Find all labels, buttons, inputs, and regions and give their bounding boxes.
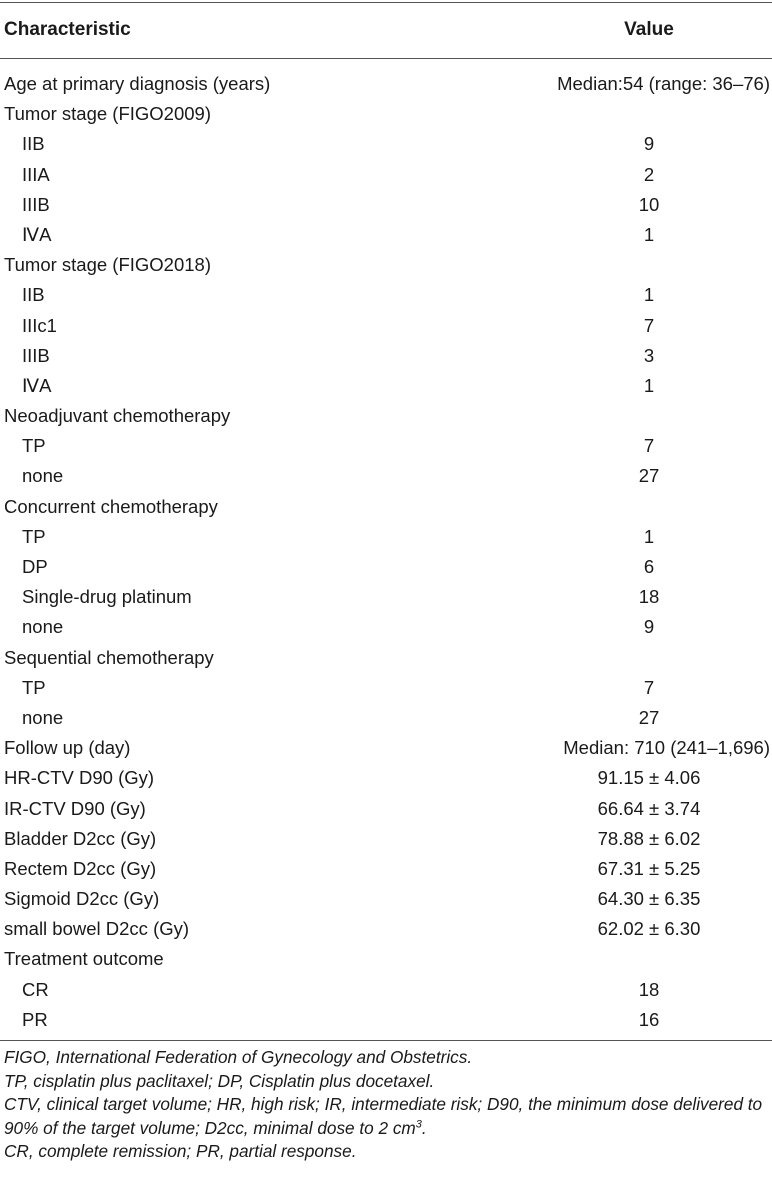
row-value: 7: [643, 435, 655, 457]
table-row: [0, 855, 772, 885]
row-value: Median: 710 (241–1,696): [563, 737, 770, 759]
table-row: [0, 644, 772, 674]
row-characteristic: Sequential chemotherapy: [4, 646, 214, 668]
table-row: [0, 885, 772, 915]
row-characteristic: HR-CTV D90 (Gy): [4, 767, 155, 789]
row-value: 64.30 ± 6.35: [597, 888, 701, 910]
row-value: 16: [638, 1008, 660, 1030]
table-row: [0, 372, 772, 402]
row-value: 1: [643, 525, 655, 547]
column-header-value: Value: [624, 19, 674, 40]
row-characteristic: IR-CTV D90 (Gy): [4, 797, 146, 819]
row-characteristic: ⅣA: [22, 223, 52, 245]
table-row: [0, 191, 772, 221]
table-row: [0, 553, 772, 583]
row-characteristic: Neoadjuvant chemotherapy: [4, 405, 231, 427]
row-value: 91.15 ± 4.06: [597, 767, 701, 789]
table-row: [0, 161, 772, 191]
table-header-row: [0, 2, 772, 58]
footnote-dose-superscript: 3: [415, 1118, 422, 1131]
table-row: [0, 462, 772, 492]
table-row: [0, 976, 772, 1006]
table-row: [0, 764, 772, 794]
table-row: [0, 281, 772, 311]
table-row: [0, 493, 772, 523]
table-row: [0, 70, 772, 100]
row-value: 7: [643, 676, 655, 698]
table-row: [0, 945, 772, 975]
row-value: 9: [643, 133, 655, 155]
table-row: [0, 342, 772, 372]
table-body: [0, 70, 772, 1036]
table-row: [0, 221, 772, 251]
table-footnotes: [4, 1046, 770, 1164]
row-characteristic: Tumor stage (FIGO2018): [4, 254, 211, 276]
row-characteristic: Age at primary diagnosis (years): [4, 73, 271, 94]
table-row: [0, 130, 772, 160]
row-characteristic: small bowel D2cc (Gy): [4, 918, 190, 940]
row-characteristic: Follow up (day): [4, 737, 131, 759]
row-value: Median:54 (range: 36–76): [557, 73, 770, 94]
row-value: 66.64 ± 3.74: [597, 797, 701, 819]
row-characteristic: Bladder D2cc (Gy): [4, 827, 157, 849]
row-characteristic: Treatment outcome: [4, 948, 164, 970]
row-characteristic: IIIB: [22, 193, 50, 215]
row-characteristic: Sigmoid D2cc (Gy): [4, 888, 160, 910]
row-characteristic: Rectem D2cc (Gy): [4, 857, 157, 879]
row-value: 6: [643, 556, 655, 577]
table-row: [0, 432, 772, 462]
row-characteristic: ⅣA: [22, 374, 52, 396]
row-characteristic: Concurrent chemotherapy: [4, 495, 218, 517]
row-value: 62.02 ± 6.30: [597, 918, 701, 940]
row-value: 18: [638, 586, 660, 608]
row-value: 78.88 ± 6.02: [597, 827, 701, 849]
table-row: [0, 312, 772, 342]
row-value: 2: [643, 163, 655, 185]
row-value: 7: [643, 314, 655, 336]
table-row: [0, 915, 772, 945]
table-row: [0, 613, 772, 643]
footnote-response: CR, complete remission; PR, partial response.: [4, 1141, 357, 1162]
footnote-dose: [4, 1093, 770, 1140]
table-row: [0, 734, 772, 764]
column-header-characteristic: Characteristic: [4, 19, 131, 40]
row-value: 18: [638, 978, 660, 1000]
row-characteristic: TP: [22, 525, 46, 547]
footnote-figo: FIGO, International Federation of Gynecology and Obstetrics.: [4, 1047, 473, 1067]
row-characteristic: none: [22, 706, 64, 728]
row-value: 3: [643, 344, 655, 366]
row-characteristic: IIIA: [22, 163, 50, 185]
row-value: 1: [643, 374, 655, 396]
row-characteristic: none: [22, 465, 64, 487]
row-characteristic: IIIB: [22, 344, 50, 366]
row-characteristic: none: [22, 616, 64, 638]
row-characteristic: Single-drug platinum: [22, 586, 192, 608]
row-characteristic: CR: [22, 978, 49, 1000]
table-bottom-rule: [0, 1040, 772, 1041]
row-characteristic: PR: [22, 1008, 48, 1030]
table-row: [0, 251, 772, 281]
footnote-regimens: TP, cisplatin plus paclitaxel; DP, Cisplatin plus docetaxel.: [4, 1070, 435, 1091]
row-characteristic: TP: [22, 676, 46, 698]
row-characteristic: IIB: [22, 133, 45, 155]
table-row: [0, 825, 772, 855]
table-header-rule: [0, 58, 772, 59]
table-row: [0, 402, 772, 432]
table-row: [0, 1006, 772, 1036]
row-characteristic: Tumor stage (FIGO2009): [4, 103, 211, 125]
table-row: [0, 795, 772, 825]
row-characteristic: DP: [22, 556, 48, 577]
table-row: [0, 583, 772, 613]
footnote-dose-end: .: [421, 1117, 427, 1138]
row-value: 27: [638, 706, 660, 728]
footnote-dose-text: CTV, clinical target volume; HR, high risk; IR, intermediate risk; D90, the minimum dose delivered to 90% of the target volume; D2cc, minimal dose to 2 cm: [4, 1094, 763, 1138]
row-characteristic: IIB: [22, 284, 45, 306]
table-row: [0, 523, 772, 553]
row-characteristic: IIIc1: [22, 314, 57, 336]
row-value: 10: [638, 193, 660, 215]
table-row: [0, 674, 772, 704]
row-value: 1: [643, 223, 655, 245]
row-value: 9: [643, 616, 655, 638]
row-value: 27: [638, 465, 660, 487]
row-characteristic: TP: [22, 435, 46, 457]
row-value: 67.31 ± 5.25: [597, 857, 701, 879]
table-row: [0, 100, 772, 130]
row-value: 1: [643, 284, 655, 306]
table-row: [0, 704, 772, 734]
